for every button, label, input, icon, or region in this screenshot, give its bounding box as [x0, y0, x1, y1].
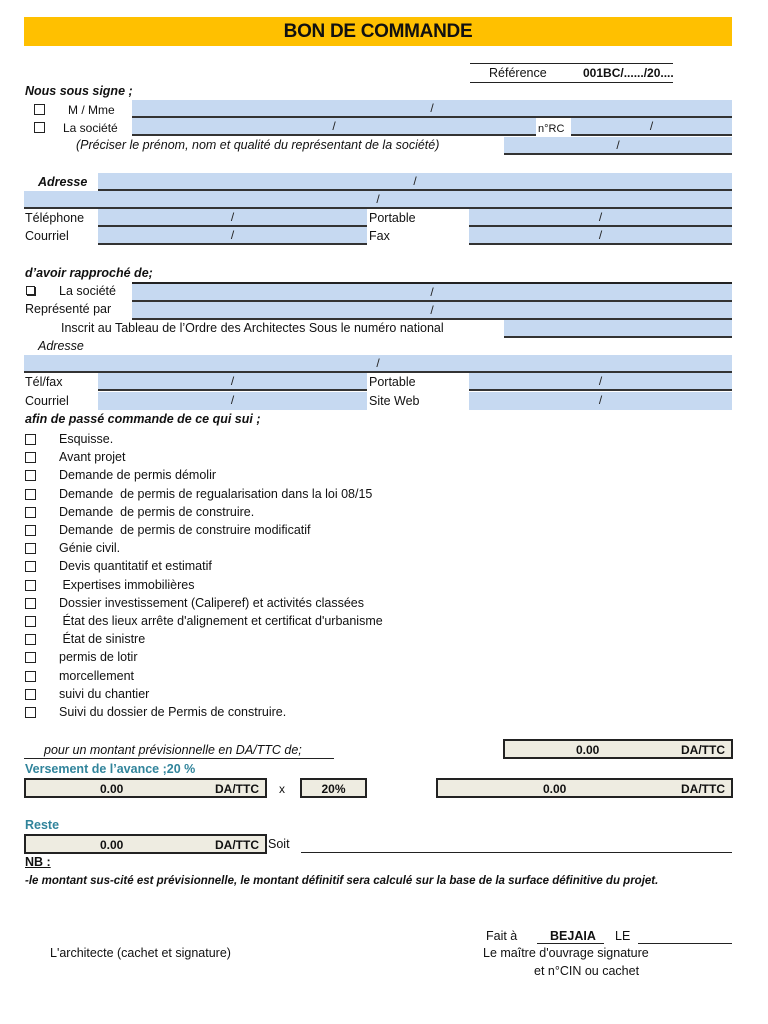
fax-field[interactable]: / [469, 227, 732, 245]
telfax-field[interactable]: / [98, 373, 367, 391]
service-label: Génie civil. [59, 541, 121, 556]
service-checkbox[interactable] [25, 452, 36, 463]
service-label: Demande de permis démolir [59, 468, 217, 483]
client-portable-field[interactable]: / [469, 209, 732, 227]
rc-field[interactable]: / [571, 118, 732, 136]
client-adresse-field-1[interactable]: / [98, 173, 732, 191]
montant-label: pour un montant prévisionnelle en DA/TTC de; [44, 743, 302, 757]
le-label: LE [615, 929, 631, 943]
service-label: État de sinistre [59, 632, 146, 647]
client-courriel-field[interactable]: / [98, 227, 367, 245]
montant-rule [24, 758, 334, 759]
service-checkbox[interactable] [25, 671, 36, 682]
precision-note: (Préciser le prénom, nom et qualité du représentant de la société) [76, 138, 440, 152]
checkbox-mme[interactable] [34, 104, 45, 115]
montant-unit: DA/TTC [681, 743, 725, 757]
rc-label: n°RC [538, 123, 565, 135]
service-label: Suivi du dossier de Permis de construire. [59, 705, 287, 719]
service-label: Expertises immobilières [59, 577, 195, 592]
soit-label: Soit [268, 837, 290, 851]
maitre-signature-line2: et n°CIN ou cachet [534, 964, 640, 978]
telephone-field[interactable]: / [98, 209, 367, 227]
service-checkbox[interactable] [25, 543, 36, 554]
service-label: Avant projet [59, 450, 126, 465]
service-label: Demande de permis de construire modificatif [59, 523, 311, 537]
reference-top-rule [470, 63, 673, 64]
architect-societe-field[interactable]: / [132, 284, 732, 302]
societe-field[interactable]: / [132, 118, 536, 136]
reste-value: 0.00 [100, 838, 124, 852]
representative-field[interactable]: / [504, 137, 732, 155]
client-adresse-label: Adresse [38, 175, 88, 189]
service-label: Devis quantitatif et estimatif [59, 559, 212, 574]
soit-field[interactable] [301, 852, 732, 853]
architect-courriel-field[interactable]: / [98, 392, 367, 410]
client-heading: Nous sous signe ; [25, 84, 133, 98]
service-checkbox[interactable] [25, 707, 36, 718]
avance-base-box[interactable] [24, 778, 267, 798]
architect-heading: d’avoir rapproché de; [25, 266, 153, 280]
service-label: suivi du chantier [59, 686, 150, 701]
montant-box[interactable] [503, 739, 733, 759]
service-checkbox[interactable] [25, 689, 36, 700]
architect-signature-label: L'architecte (cachet et signature) [50, 946, 231, 960]
mme-label: M / Mme [68, 103, 115, 117]
reference-bottom-rule [470, 82, 673, 83]
architect-portable-field[interactable]: / [469, 373, 732, 391]
service-label: Dossier investissement (Caliperef) et activités classées [59, 595, 364, 610]
service-label: État des lieux arrête d'alignement et certificat d'urbanisme [59, 614, 383, 628]
siteweb-field[interactable]: / [469, 392, 732, 410]
service-checkbox[interactable] [25, 580, 36, 591]
montant-value: 0.00 [576, 743, 600, 757]
client-portable-label: Portable [369, 211, 416, 225]
avance-result-value: 0.00 [543, 782, 567, 796]
reste-label: Reste [25, 818, 60, 832]
service-checkbox[interactable] [25, 616, 36, 627]
document-title: BON DE COMMANDE [24, 17, 732, 46]
nb-label: NB : [25, 855, 51, 869]
avance-rate-value: 20% [321, 782, 346, 796]
service-checkbox[interactable] [25, 652, 36, 663]
siteweb-label: Site Web [369, 394, 420, 408]
societe-label: La société [63, 121, 118, 135]
nb-text: -le montant sus-cité est prévisionnelle, le montant définitif sera calculé sur la base de la surface définitive du projet. [25, 875, 659, 887]
service-checkbox[interactable] [25, 434, 36, 445]
inscrit-label: Inscrit au Tableau de l’Ordre des Architectes Sous le numéro national [61, 321, 444, 335]
represente-field[interactable]: / [132, 302, 732, 320]
date-field[interactable] [638, 943, 732, 944]
avance-label: Versement de l’avance ;20 % [25, 762, 196, 776]
service-label: Esquisse. [59, 432, 114, 446]
reste-unit: DA/TTC [215, 838, 259, 852]
service-checkbox[interactable] [25, 634, 36, 645]
architect-courriel-label: Courriel [25, 394, 69, 408]
mme-field[interactable]: / [132, 100, 732, 118]
city-rule [537, 943, 604, 944]
service-checkbox[interactable] [25, 525, 36, 536]
client-courriel-label: Courriel [25, 229, 69, 243]
reference-label: Référence [489, 66, 547, 80]
service-label: permis de lotir [59, 650, 138, 665]
reference-value[interactable]: 001BC/....../20.... [583, 66, 674, 80]
telephone-label: Téléphone [25, 211, 85, 225]
multiply-sign: x [279, 782, 285, 796]
checkbox-societe[interactable] [34, 122, 45, 133]
service-label: morcellement [59, 668, 135, 683]
service-label: Demande de permis de regualarisation dans la loi 08/15 [59, 486, 373, 501]
services-heading: afin de passé commande de ce qui sui ; [25, 412, 261, 426]
fax-label: Fax [369, 229, 390, 243]
avance-base-unit: DA/TTC [215, 782, 259, 796]
maitre-signature-line1: Le maître d'ouvrage signature [483, 946, 649, 960]
avance-rate-box[interactable] [300, 778, 367, 798]
service-checkbox[interactable] [25, 489, 36, 500]
fait-label: Fait à [486, 929, 518, 943]
service-checkbox[interactable] [25, 561, 36, 572]
avance-result-unit: DA/TTC [681, 782, 725, 796]
checkbox-architect-societe[interactable] [26, 286, 35, 295]
architect-adresse-field[interactable]: / [24, 355, 732, 373]
service-checkbox[interactable] [25, 470, 36, 481]
reste-box[interactable] [24, 834, 267, 854]
avance-result-box[interactable] [436, 778, 733, 798]
inscrit-field[interactable] [504, 320, 732, 338]
service-checkbox[interactable] [25, 507, 36, 518]
avance-base-value: 0.00 [100, 782, 124, 796]
architect-adresse-label: Adresse [38, 339, 84, 353]
architect-portable-label: Portable [369, 375, 416, 389]
service-label: Demande de permis de construire. [59, 504, 255, 519]
telfax-label: Tél/fax [25, 375, 63, 389]
represente-label: Représenté par [25, 302, 112, 316]
client-adresse-field-2[interactable]: / [24, 191, 732, 209]
architect-societe-label: La société [59, 284, 116, 298]
city-value[interactable]: BEJAIA [550, 929, 596, 943]
service-checkbox[interactable] [25, 598, 36, 609]
